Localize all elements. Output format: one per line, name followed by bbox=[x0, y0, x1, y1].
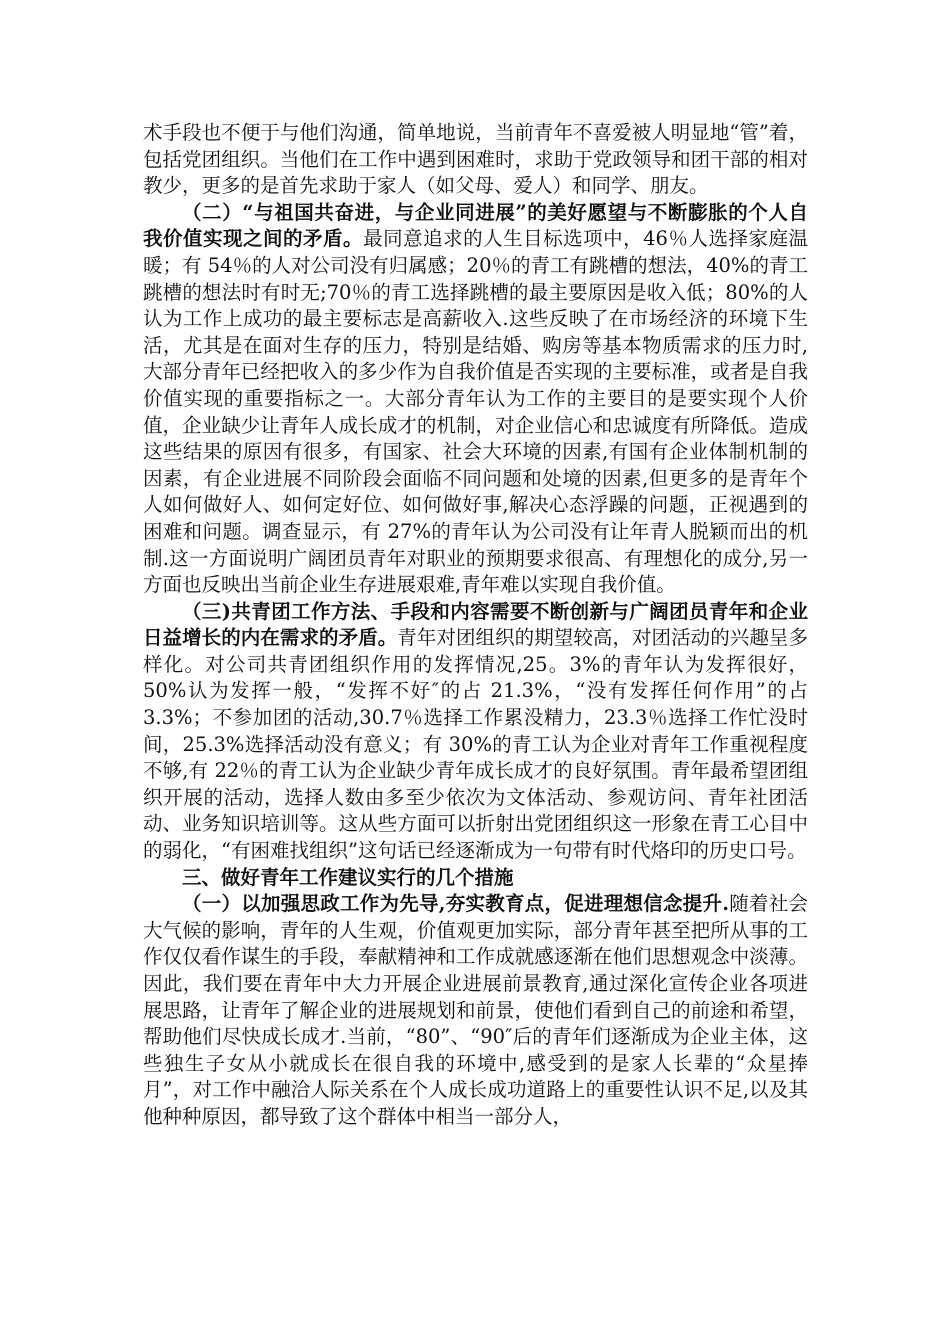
document-page bbox=[143, 120, 808, 1131]
paragraph-section-3 bbox=[143, 599, 808, 865]
paragraph-part-three-heading bbox=[143, 865, 808, 892]
paragraph-text: 最同意追求的人生目标选项中，46％人选择家庭温暖；有 54％的人对公司没有归属感；20％的青工有跳槽的想法，40%的青工跳槽的想法时有时无;70％的青工选择跳槽的最主要原因是收入低；80%的人认为工作上成功的最主要标志是高薪收入.这些反映了在市场经济的环境下生活，尤其是在面对生存的压力，特别是结婚、购房等基本物质需求的压力时,大部分青年已经把收入的多少作为自我价值是否实现的主要标准，或者是自我价值实现的重要指标之一。大部分青年认为工作的主要目的是要实现个人价值，企业缺少让青年人成长成才的机制，对企业信心和忠诚度有所降低。造成这些结果的原因有很多，有国家、社会大环境的因素,有国有企业体制机制的因素，有企业进展不同阶段会面临不同问题和处境的因素,但更多的是青年个人如何做好人、如何定好位、如何做好事,解决心态浮躁的问题，正视遇到的困难和问题。调查显示，有 27%的青年认为公司没有让年青人脱颖而出的机制.这一方面说明广阔团员青年对职业的预期要求很高、有理想化的成分,另一方面也反映出当前企业生存进展艰难,青年难以实现自我价值。 bbox=[143, 227, 808, 597]
paragraph-text: 青年对团组织的期望较高，对团活动的兴趣呈多样化。对公司共青团组织作用的发挥情况,25。3%的青年认为发挥很好，50%认为发挥一般，“发挥不好″的占 21.3%，“没有发挥任何作用”的占 3.3%；不参加团的活动,30.7％选择工作累没精力，23.3％选择工作忙没时间，25.3%选择活动没有意义；有 30%的青工认为企业对青年工作重视程度不够,有 22％的青工认为企业缺少青年成长成才的良好氛围。青年最希望团组织开展的活动，选择人数由多至少依次为文体活动、参观访问、青年社团活动、业务知识培训等。这从些方面可以折射出党团组织这一形象在青工心目中的弱化，“有困难找组织”这句话已经逐渐成为一句带有时代烙印的历史口号。 bbox=[143, 626, 808, 863]
part-three-heading: 三、做好青年工作建议实行的几个措施 bbox=[182, 865, 514, 889]
paragraph-section-2 bbox=[143, 200, 808, 599]
measure-1-heading: （一）以加强思政工作为先导,夯实教育点，促进理想信念提升. bbox=[182, 892, 729, 916]
paragraph-text: 随着社会大气候的影响，青年的人生观，价值观更加实际，部分青年甚至把所从事的工作仅仅看作谋生的手段，奉献精神和工作成就感逐渐在他们思想观念中淡薄。因此，我们要在青年中大力开展企业进展前景教育,通过深化宣传企业各项进展思路，让青年了解企业的进展规划和前景，使他们看到自己的前途和希望，帮助他们尽快成长成才.当前，“80”、“90″后的青年们逐渐成为企业主体，这些独生子女从小就成长在很自我的环境中,感受到的是家人长辈的“众星捧月”，对工作中融洽人际关系在个人成长成功道路上的重要性认识不足,以及其他种种原因，都导致了这个群体中相当一部分人， bbox=[143, 892, 808, 1128]
section-3-heading: （三)共青团工作方法、手段和内容需要不断创新与广阔团员青年和企业日益增长的内在需求的矛盾。 bbox=[143, 599, 808, 650]
paragraph-text: 术手段也不便于与他们沟通，简单地说，当前青年不喜爱被人明显地“管”着，包括党团组织。当他们在工作中遇到困难时，求助于党政领导和团干部的相对教少，更多的是首先求助于家人（如父母、爱人）和同学、朋友。 bbox=[143, 121, 808, 198]
paragraph-measure-1 bbox=[143, 891, 808, 1130]
section-2-heading: （二）“与祖国共奋进，与企业同进展”的美好愿望与不断膨胀的个人自我价值实现之间的矛盾。 bbox=[143, 200, 808, 251]
paragraph-continuation bbox=[143, 120, 808, 200]
